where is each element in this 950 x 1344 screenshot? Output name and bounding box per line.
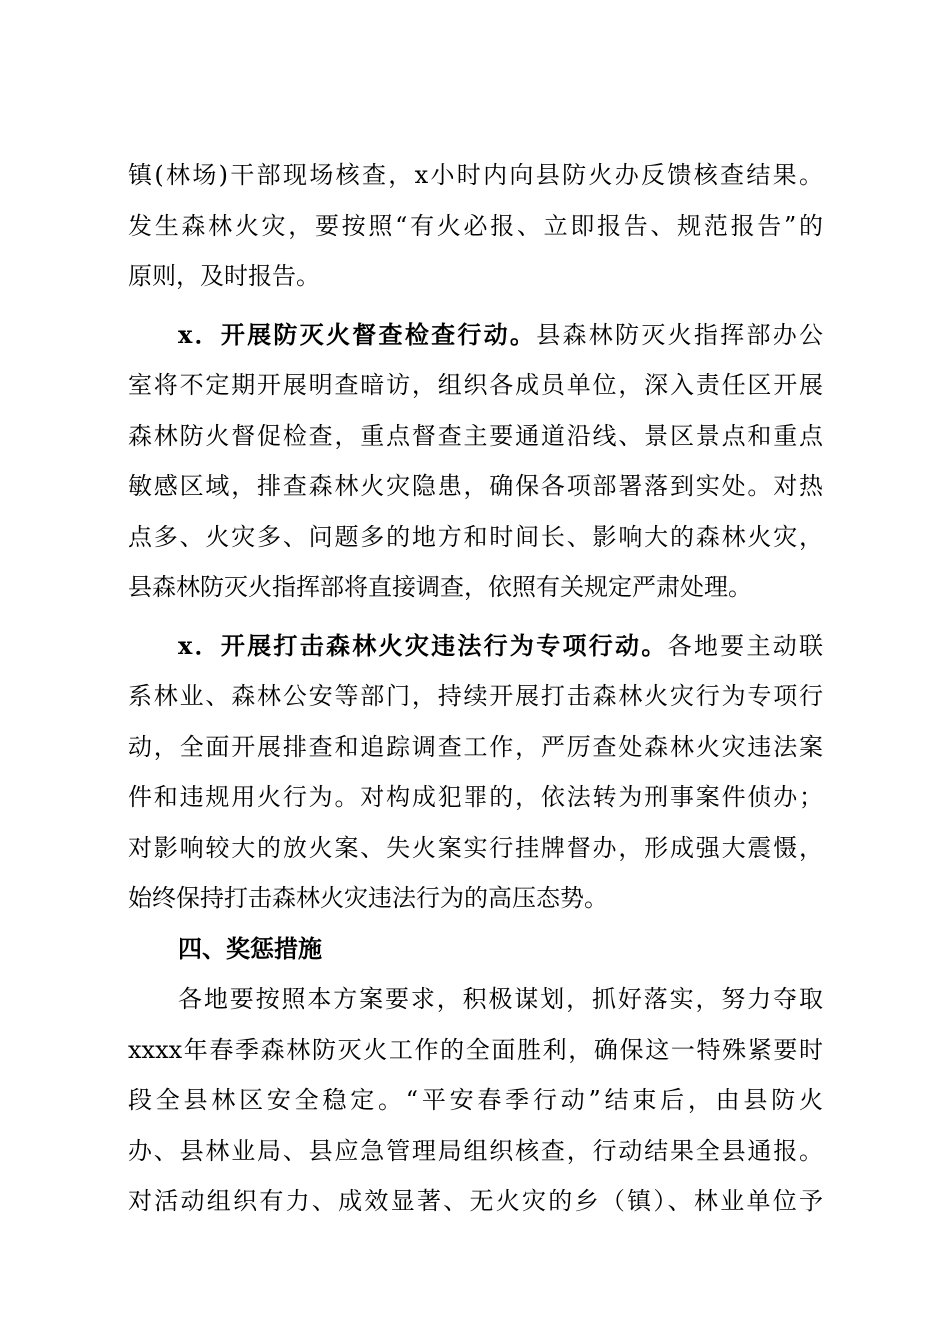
text-line: 系林业、森林公安等部门，持续开展打击森林火灾行为专项行 (128, 682, 823, 710)
paragraph-first-line: 各地要按照本方案要求，积极谋划，抓好落实，努力夺取 (178, 985, 823, 1013)
text-line: 件和违规用火行为。对构成犯罪的，依法转为刑事案件侦办； (128, 783, 823, 811)
text-line: 室将不定期开展明查暗访，组织各成员单位，深入责任区开展 (128, 371, 823, 399)
document-body (128, 150, 823, 1227)
text-line: 敏感区域，排查森林火灾隐患，确保各项部署落到实处。对热 (128, 472, 823, 500)
text-line: 县森林防灭火指挥部将直接调查，依照有关规定严肃处理。 (128, 573, 752, 601)
text-line: 对活动组织有力、成效显著、无火灾的乡（镇）、林业单位予 (128, 1187, 823, 1215)
text-line: 始终保持打击森林火灾违法行为的高压态势。 (128, 884, 608, 912)
text-line: 办、县林业局、县应急管理局组织核查，行动结果全县通报。 (128, 1136, 823, 1165)
text-line: 对影响较大的放火案、失火案实行挂牌督办，形成强大震慑， (128, 833, 823, 862)
paragraph-first-line (128, 310, 823, 361)
text-line: xxxx年春季森林防灭火工作的全面胜利，确保这一特殊紧要时 (128, 1035, 823, 1064)
text-line: 点多、火灾多、问题多的地方和时间长、影响大的森林火灾， (128, 522, 823, 551)
item-heading: x．开展打击森林火灾违法行为专项行动。 (178, 630, 668, 660)
text-line: 发生森林火灾，要按照“有火必报、立即报告、规范报告”的 (128, 211, 823, 240)
text-line: 森林防火督促检查，重点督查主要通道沿线、景区景点和重点 (128, 421, 823, 450)
section-heading: 四、奖惩措施 (178, 934, 322, 963)
text-fragment: 各地要主动联 (667, 631, 824, 660)
text-line: 镇(林场)干部现场核查，x小时内向县防火办反馈核查结果。 (128, 161, 823, 189)
paragraph-first-line (128, 621, 823, 672)
text-line: 动，全面开展排查和追踪调查工作，严厉查处森林火灾违法案 (128, 732, 823, 761)
text-fragment: 县森林防灭火指挥部办公 (536, 320, 824, 349)
item-heading: x．开展防灭火督查检查行动。 (178, 319, 537, 349)
text-line: 原则，及时报告。 (128, 262, 320, 290)
text-line: 段全县林区安全稳定。“平安春季行动”结束后，由县防火 (128, 1086, 823, 1114)
